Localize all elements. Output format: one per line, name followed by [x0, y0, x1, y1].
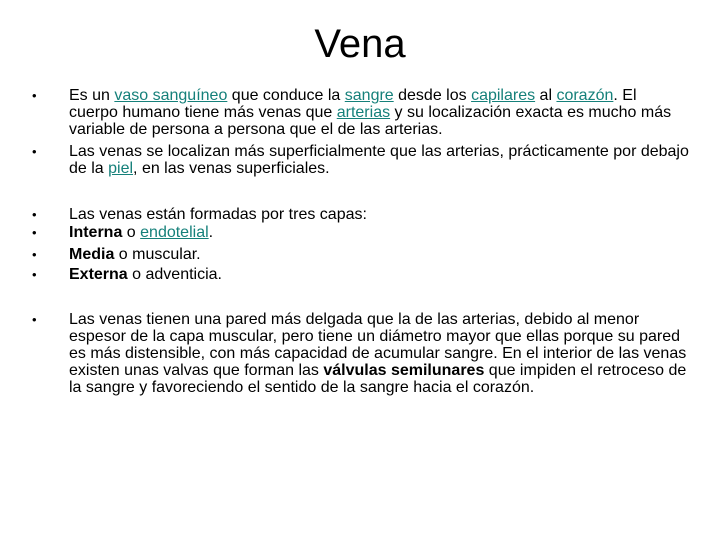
- slide-title: Vena: [314, 22, 406, 66]
- link-endotelial[interactable]: endotelial: [140, 224, 209, 241]
- bullet-icon: •: [32, 88, 37, 103]
- item-text: Las venas se localizan más superficialmente que las arterias, prácticamente por debajo de la piel, en las venas superficiales.: [69, 143, 689, 177]
- bullet-icon: •: [32, 267, 37, 282]
- link-corazon[interactable]: corazón: [556, 87, 614, 104]
- item-text: Las venas están formadas por tres capas:: [69, 206, 367, 223]
- bullet-icon: •: [32, 312, 37, 327]
- bullet-icon: •: [32, 247, 37, 262]
- link-capilares[interactable]: capilares: [471, 87, 536, 104]
- item-text: Externa o adventicia.: [69, 266, 222, 283]
- bullet-icon: •: [32, 207, 37, 222]
- link-arterias[interactable]: arterias: [336, 104, 391, 121]
- item-text: Interna o endotelial.: [69, 224, 214, 241]
- bullet-icon: •: [32, 144, 37, 159]
- item-text: Media o muscular.: [69, 246, 201, 263]
- bullet-icon: •: [32, 225, 37, 240]
- link-sangre[interactable]: sangre: [344, 87, 394, 104]
- item-text: Las venas tienen una pared más delgada que la de las arterias, debido al menor espesor de la capa muscular, pero tiene un diámetro mayor que ellas porque su pared es más distensible, con más capacidad de acumular sangre. En el interior de las venas existen unas valvas que forman las válvulas semilunares que impiden el retroceso de la sangre y favoreciendo el sentido de la sangre hacia el corazón.: [69, 311, 687, 396]
- link-vaso-sanguineo[interactable]: vaso sanguíneo: [114, 87, 228, 104]
- link-piel[interactable]: piel: [108, 160, 134, 177]
- item-text: Es un vaso sanguíneo que conduce la sangre desde los capilares al corazón. El cuerpo humano tiene más venas que arterias y su localización exacta es mucho más variable de persona a persona que el de las arterias.: [69, 87, 672, 138]
